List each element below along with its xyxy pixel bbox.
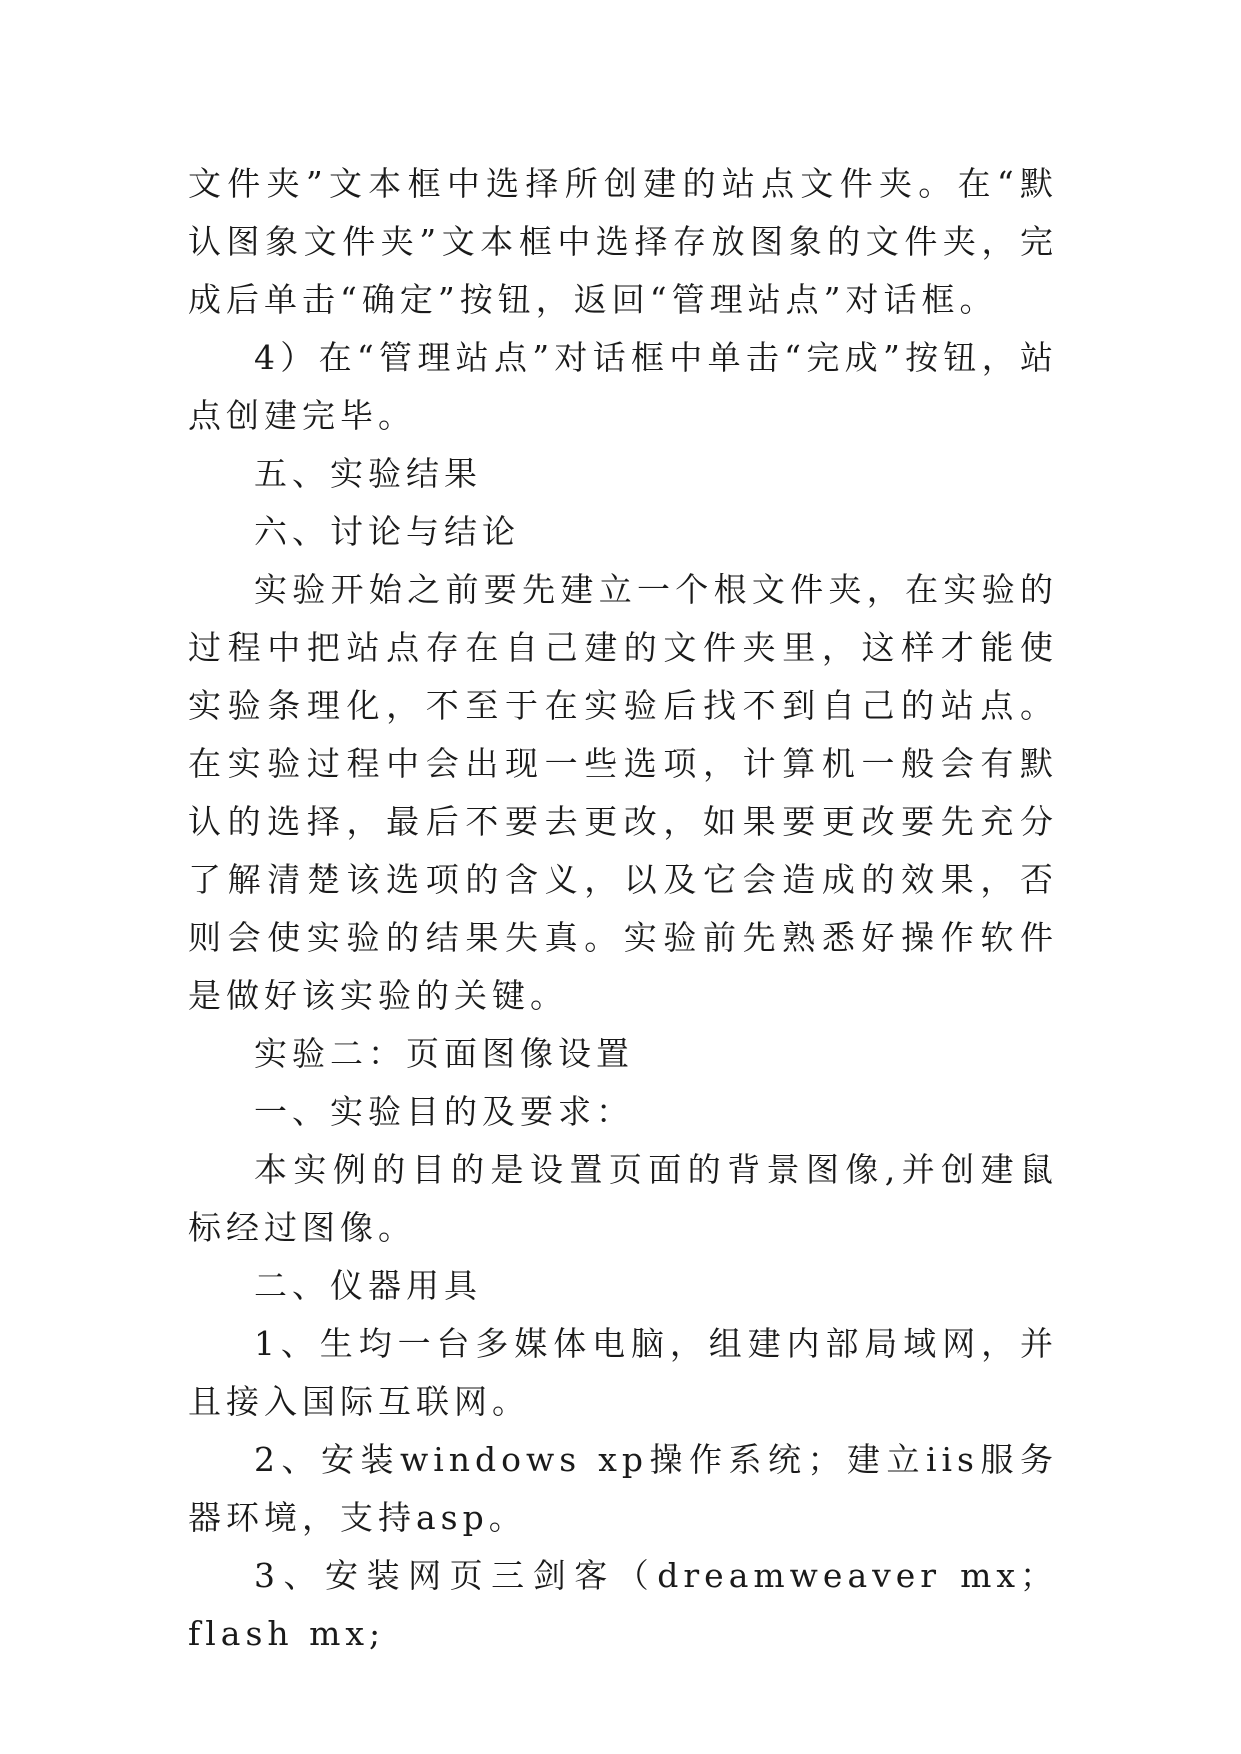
heading-experiment-results: 五、实验结果	[254, 454, 482, 493]
list-item-3: 3、安装网页三剑客（dreamweaver mx；flash mx;	[188, 1556, 1058, 1653]
document-body	[188, 155, 1058, 1663]
heading-experiment-two: 实验二：页面图像设置	[254, 1034, 634, 1073]
list-item-2: 2、安装windows xp操作系统；建立iis服务器环境，支持asp。	[188, 1440, 1058, 1537]
heading-purpose-requirements: 一、实验目的及要求：	[254, 1092, 634, 1131]
paragraph-step-4: 4）在“管理站点”对话框中单击“完成”按钮，站点创建完毕。	[188, 338, 1058, 435]
list-item-1: 1、生均一台多媒体电脑，组建内部局域网，并且接入国际互联网。	[188, 1324, 1058, 1421]
paragraph-purpose-body: 本实例的目的是设置页面的背景图像,并创建鼠标经过图像。	[188, 1150, 1058, 1247]
paragraph-site-folder-continued: 文件夹”文本框中选择所创建的站点文件夹。在“默认图象文件夹”文本框中选择存放图象的文件夹，完成后单击“确定”按钮，返回“管理站点”对话框。	[188, 164, 1058, 319]
heading-instruments: 二、仪器用具	[254, 1266, 482, 1305]
paragraph-conclusion-body: 实验开始之前要先建立一个根文件夹，在实验的过程中把站点存在自己建的文件夹里，这样才能使实验条理化，不至于在实验后找不到自己的站点。在实验过程中会出现一些选项，计算机一般会有默认的选择，最后不要去更改，如果要更改要先充分了解清楚该选项的含义，以及它会造成的效果，否则会使实验的结果失真。实验前先熟悉好操作软件是做好该实验的关键。	[188, 570, 1058, 1015]
heading-discussion-conclusion: 六、讨论与结论	[254, 512, 520, 551]
